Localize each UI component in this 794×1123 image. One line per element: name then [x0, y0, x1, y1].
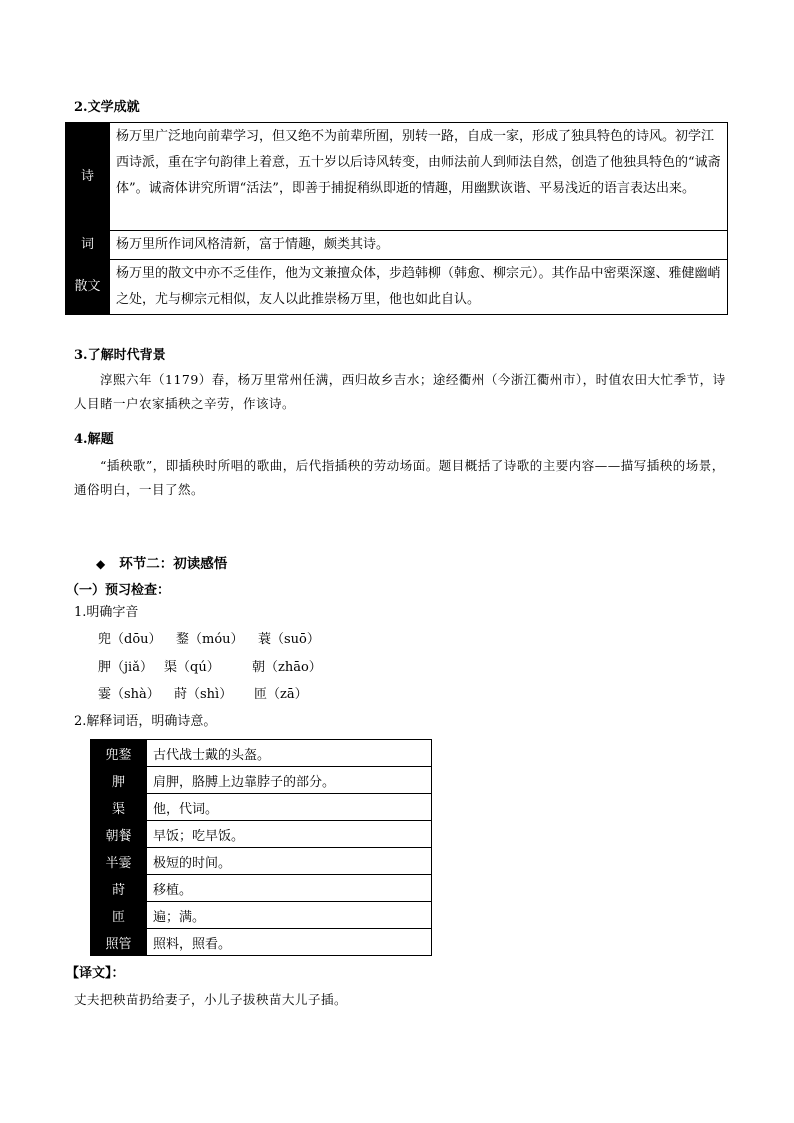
vocab-term: 匝: [91, 902, 147, 929]
pronunciation-item: 胛（jiǎ）: [98, 660, 153, 675]
table-row: [91, 848, 432, 875]
literature-table: [65, 122, 728, 315]
vocab-term: 渠: [91, 794, 147, 821]
vocab-definition: 肩胛，胳膊上边靠脖子的部分。: [147, 767, 432, 794]
pronunciation-item: 蓑（suō）: [258, 632, 320, 647]
vocab-definition: 照料，照看。: [147, 929, 432, 956]
stage-title: 环节二：初读感悟: [119, 556, 228, 572]
vocab-term: 兜鍪: [91, 740, 147, 767]
table-row: [91, 767, 432, 794]
vocab-term: 照管: [91, 929, 147, 956]
pronunciation-item: 兜（dōu）: [98, 632, 162, 647]
vocab-definition: 他，代词。: [147, 794, 432, 821]
row-text: 杨万里的散文中亦不乏佳作，他为文兼擅众体，步趋韩柳（韩愈、柳宗元）。其作品中密栗深邃、雅健幽峭之处，尤与柳宗元相似，友人以此推崇杨万里，他也如此自认。: [110, 260, 728, 315]
preview-heading: （一）预习检查：: [66, 583, 171, 598]
pronunciation-item: 渠（qú）: [164, 660, 220, 675]
vocabulary-heading: 2.解释词语，明确诗意。: [74, 714, 217, 729]
pronunciation-row: [98, 655, 322, 681]
pronunciation-heading: 1.明确字音: [74, 605, 139, 620]
row-label: 词: [66, 231, 110, 260]
vocab-term: 朝餐: [91, 821, 147, 848]
row-label: 诗: [66, 123, 110, 231]
table-row: [66, 123, 728, 231]
title-explanation-paragraph: “插秧歌”，即插秧时所唱的歌曲，后代指插秧的劳动场面。题目概括了诗歌的主要内容——描写插秧的场景，通俗明白，一目了然。: [74, 458, 725, 497]
pronunciation-item: 朝（zhāo）: [252, 660, 322, 675]
stage-heading: [96, 552, 227, 572]
table-row: [91, 821, 432, 848]
pronunciation-item: 鍪（móu）: [176, 632, 244, 647]
pronunciation-row: [98, 627, 320, 653]
background-paragraph: 淳熙六年（1179）春，杨万里常州任满，西归故乡吉水；途经衢州（今浙江衢州市），时值农田大忙季节，诗人目睹一户农家插秧之辛劳，作该诗。: [74, 372, 726, 411]
vocab-definition: 移植。: [147, 875, 432, 902]
vocab-term: 胛: [91, 767, 147, 794]
table-row: [66, 260, 728, 315]
translation-heading: 【译文】：: [66, 966, 125, 981]
section-heading-background: 3.了解时代背景: [74, 348, 166, 363]
translation-text: 丈夫把秧苗扔给妻子，小儿子拔秧苗大儿子插。: [74, 992, 348, 1007]
vocab-definition: 古代战士戴的头盔。: [147, 740, 432, 767]
row-label: 散文: [66, 260, 110, 315]
vocab-definition: 遍；满。: [147, 902, 432, 929]
table-row: [66, 231, 728, 260]
vocab-term: 莳: [91, 875, 147, 902]
pronunciation-item: 匝（zā）: [254, 687, 308, 702]
diamond-icon: ◆: [96, 557, 106, 571]
table-row: [91, 902, 432, 929]
section-heading-title-explanation: 4.解题: [74, 432, 114, 447]
vocab-definition: 极短的时间。: [147, 848, 432, 875]
vocabulary-table: [90, 739, 432, 956]
table-row: [91, 929, 432, 956]
vocab-definition: 早饭；吃早饭。: [147, 821, 432, 848]
table-row: [91, 740, 432, 767]
row-text: 杨万里所作词风格清新，富于情趣，颇类其诗。: [110, 231, 728, 260]
table-row: [91, 794, 432, 821]
pronunciation-item: 霎（shà）: [98, 687, 160, 702]
pronunciation-row: [98, 682, 308, 708]
row-text: 杨万里广泛地向前辈学习，但又绝不为前辈所囿，别转一路，自成一家，形成了独具特色的诗风。初学江西诗派，重在字句韵律上着意，五十岁以后诗风转变，由师法前人到师法自然，创造了他独具特色的“诚斋体”。诚斋体讲究所谓“活法”，即善于捕捉稍纵即逝的情趣，用幽默诙谐、平易浅近的语言表达出来。: [110, 123, 728, 231]
pronunciation-item: 莳（shì）: [174, 687, 233, 702]
table-row: [91, 875, 432, 902]
section-heading-literature: 2.文学成就: [74, 100, 140, 115]
vocab-term: 半霎: [91, 848, 147, 875]
